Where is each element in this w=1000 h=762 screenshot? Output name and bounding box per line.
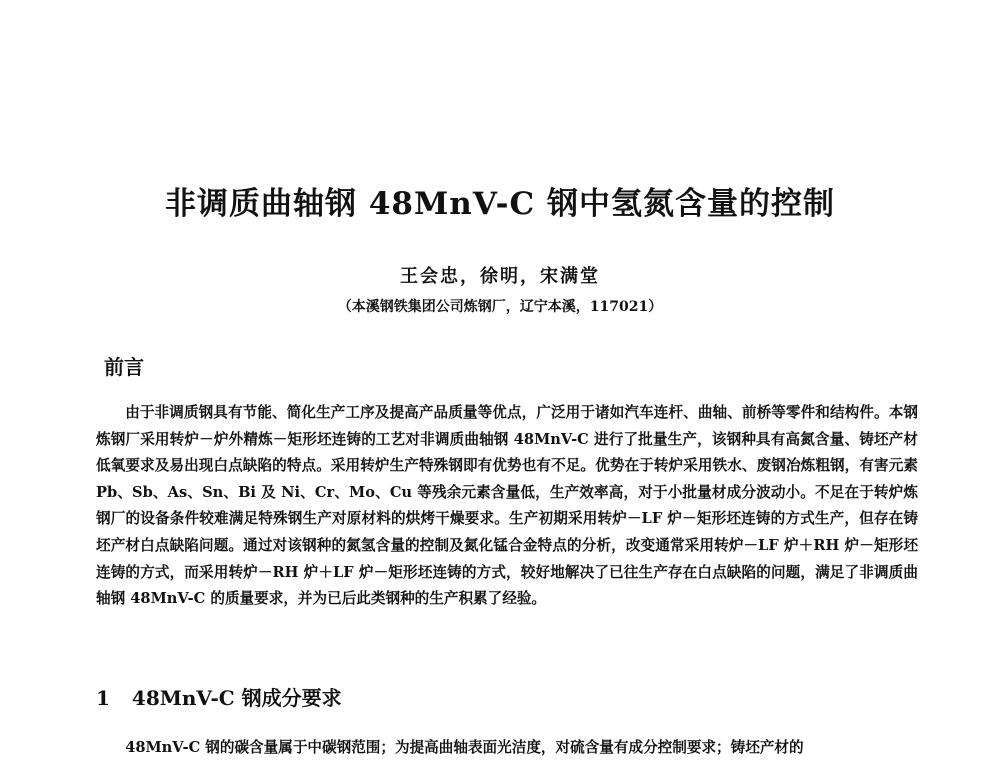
section-title: 48MnV-C 钢成分要求 bbox=[131, 686, 342, 710]
author-affiliation: （本溪钢铁集团公司炼钢厂，辽宁本溪，117021） bbox=[337, 299, 663, 315]
paper-title: 非调质曲轴钢 48MnV-C 钢中氢氮含量的控制 bbox=[165, 186, 835, 222]
section-1-heading bbox=[96, 682, 342, 711]
author-list: 王会忠，徐明，宋满堂 bbox=[400, 266, 600, 287]
preface-heading: 前言 bbox=[104, 355, 144, 379]
section-number: 1 bbox=[96, 686, 110, 710]
preface-paragraph: 由于非调质钢具有节能、简化生产工序及提高产品质量等优点，广泛用于诸如汽车连杆、曲轴、前桥等零件和结构件。本钢炼钢厂采用转炉－炉外精炼－矩形坯连铸的工艺对非调质曲轴钢 48MnV-C 进行了批量生产，该钢种具有高氮含量、铸坯产材低氧要求及易出现白点缺陷的特点。采用转炉生产特殊钢即有优势也有不足。优势在于转炉采用铁水、废钢冶炼粗钢，有害元素 Pb、Sb、As、Sn、Bi 及 Ni、Cr、Mo、Cu 等残余元素含量低，生产效率高，对于小批量材成分波动小。不足在于转炉炼钢厂的设备条件较难满足特殊钢生产对原材料的烘烤干燥要求。生产初期采用转炉－LF 炉－矩形坯连铸的方式生产，但存在铸坯产材白点缺陷问题。通过对该钢种的氮氢含量的控制及氮化锰合金特点的分析，改变通常采用转炉－LF 炉＋RH 炉－矩形坯连铸的方式，而采用转炉－RH 炉＋LF 炉－矩形坯连铸的方式，较好地解决了已往生产存在白点缺陷的问题，满足了非调质曲轴钢 48MnV-C 的质量要求，并为已后此类钢种的生产积累了经验。 bbox=[96, 404, 918, 608]
section-1-paragraph: 48MnV-C 钢的碳含量属于中碳钢范围；为提高曲轴表面光洁度，对硫含量有成分控制要求；铸坯产材的 bbox=[125, 739, 804, 756]
